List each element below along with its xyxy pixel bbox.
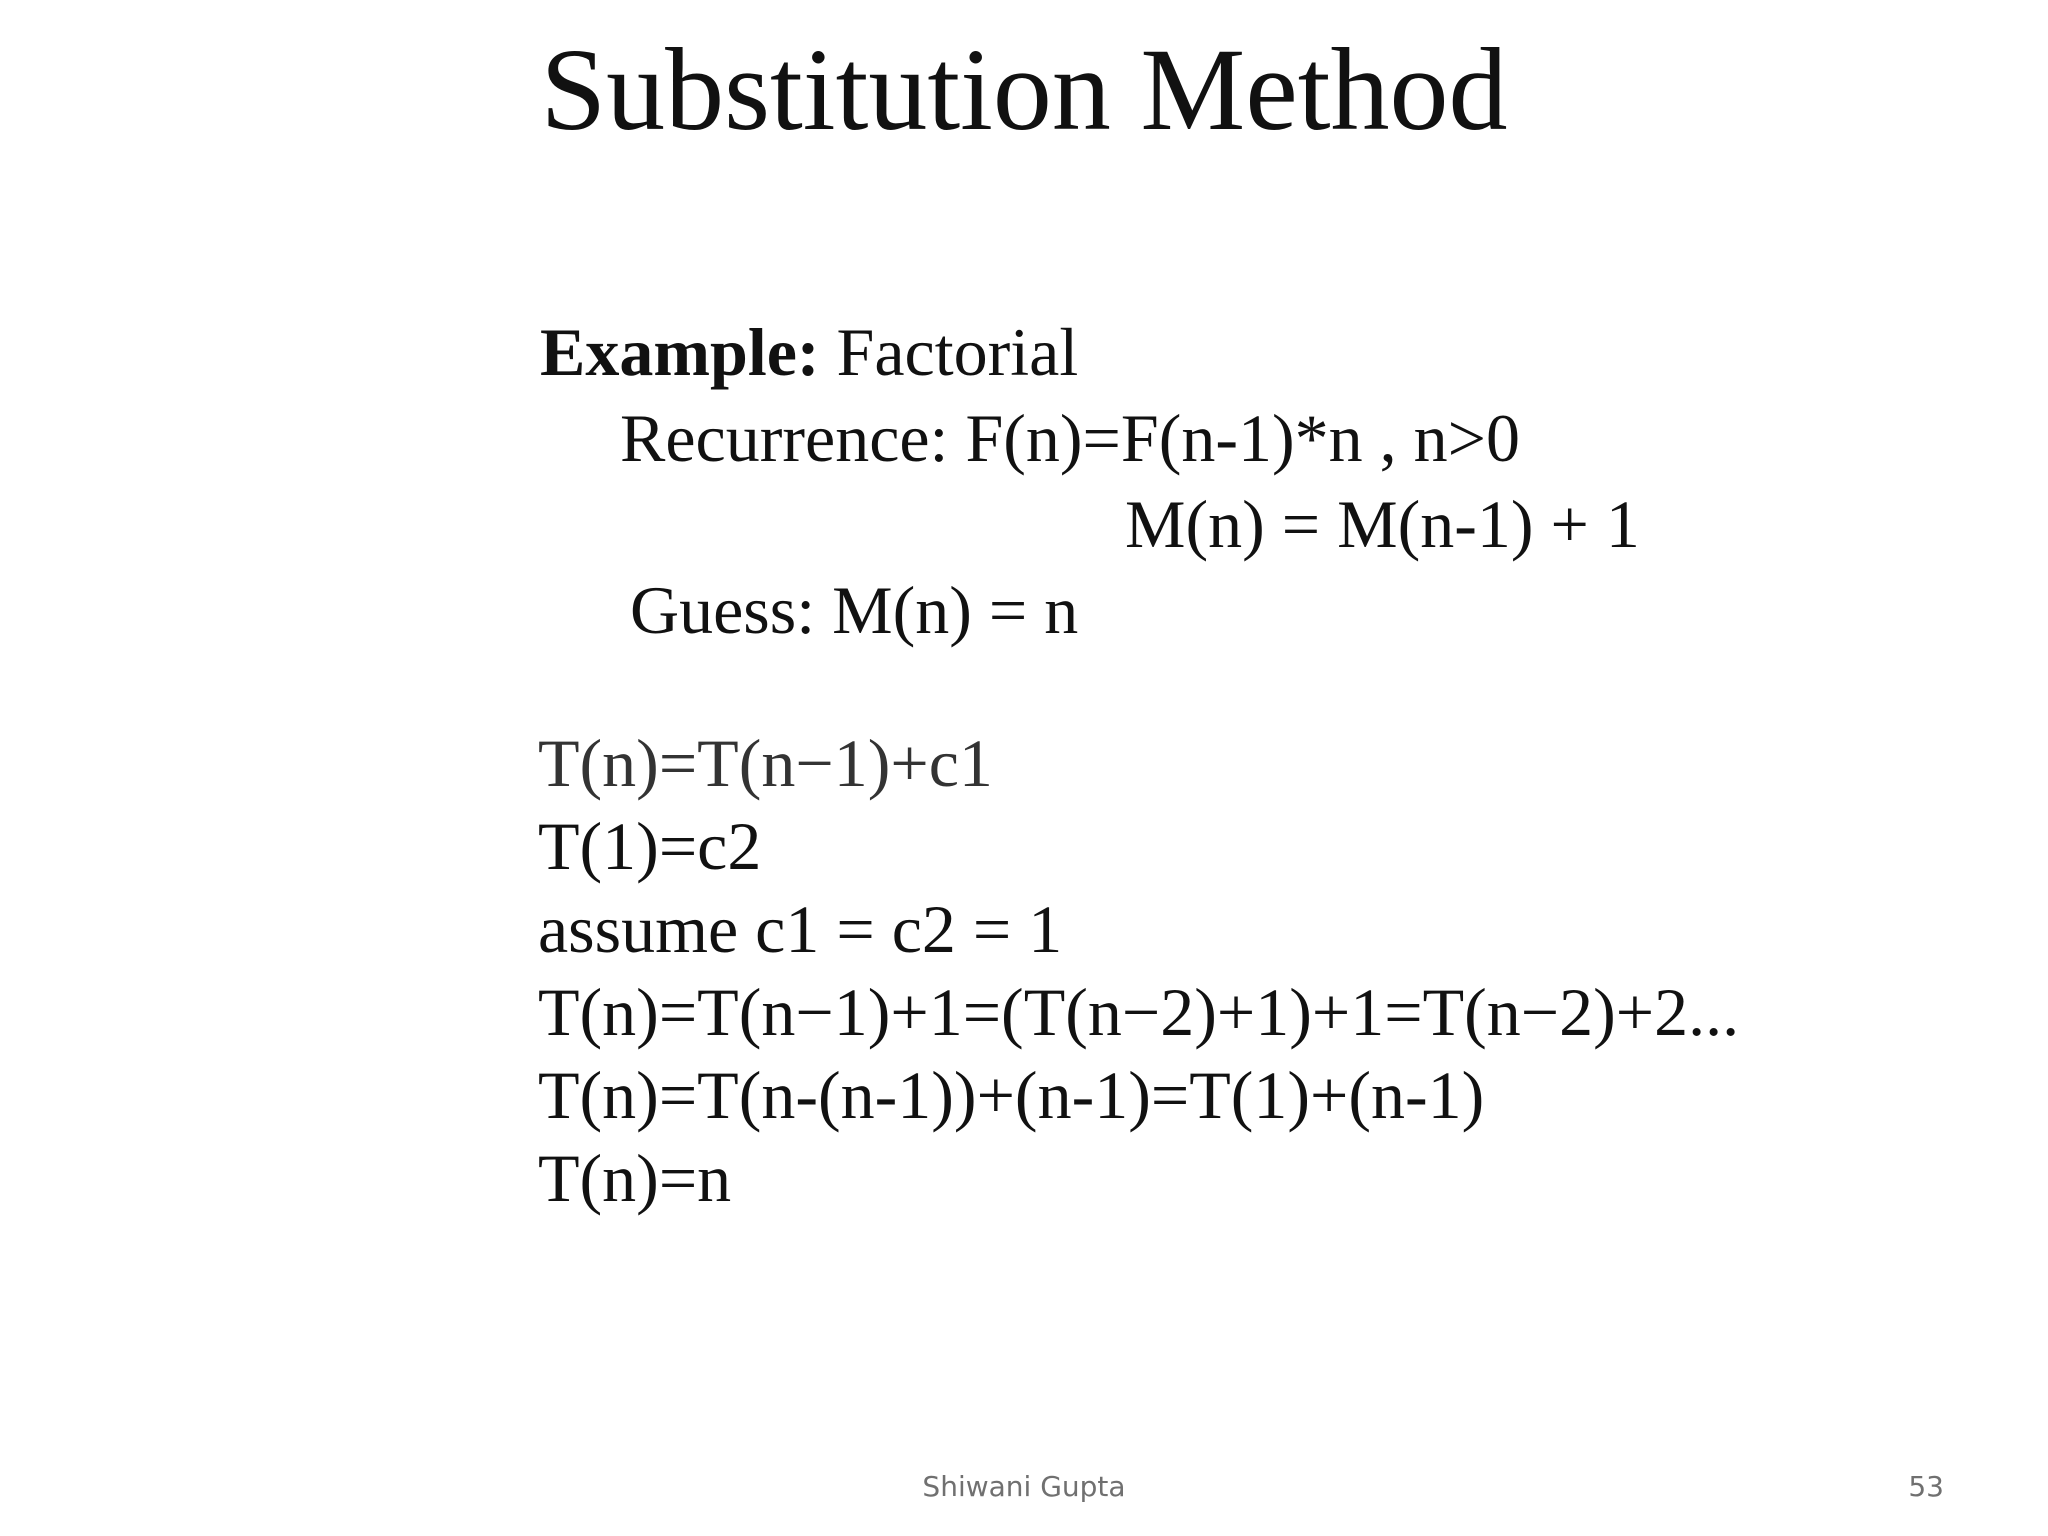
derivation-block xyxy=(538,722,1739,1220)
slide-title: Substitution Method xyxy=(540,24,1508,155)
derivation-line: T(1)=c2 xyxy=(538,808,762,884)
derivation-line: T(n)=T(n-(n-1))+(n-1)=T(1)+(n-1) xyxy=(538,1057,1485,1133)
derivation-line: T(n)=T(n−1)+c1 xyxy=(538,725,993,801)
page-number: 53 xyxy=(1908,1470,1944,1503)
recurrence-line: Recurrence: F(n)=F(n-1)*n , n>0 xyxy=(620,400,1521,476)
example-name: Factorial xyxy=(836,314,1079,390)
derivation-line: T(n)=n xyxy=(538,1140,732,1216)
example-label: Example: xyxy=(540,314,820,390)
m-recurrence-line: M(n) = M(n-1) + 1 xyxy=(1125,486,1640,562)
guess-line: Guess: M(n) = n xyxy=(630,572,1079,648)
example-line xyxy=(540,314,1079,390)
derivation-line: T(n)=T(n−1)+1=(T(n−2)+1)+1=T(n−2)+2... xyxy=(538,974,1740,1050)
footer-author: Shiwani Gupta xyxy=(922,1470,1126,1503)
derivation-line: assume c1 = c2 = 1 xyxy=(538,891,1063,967)
